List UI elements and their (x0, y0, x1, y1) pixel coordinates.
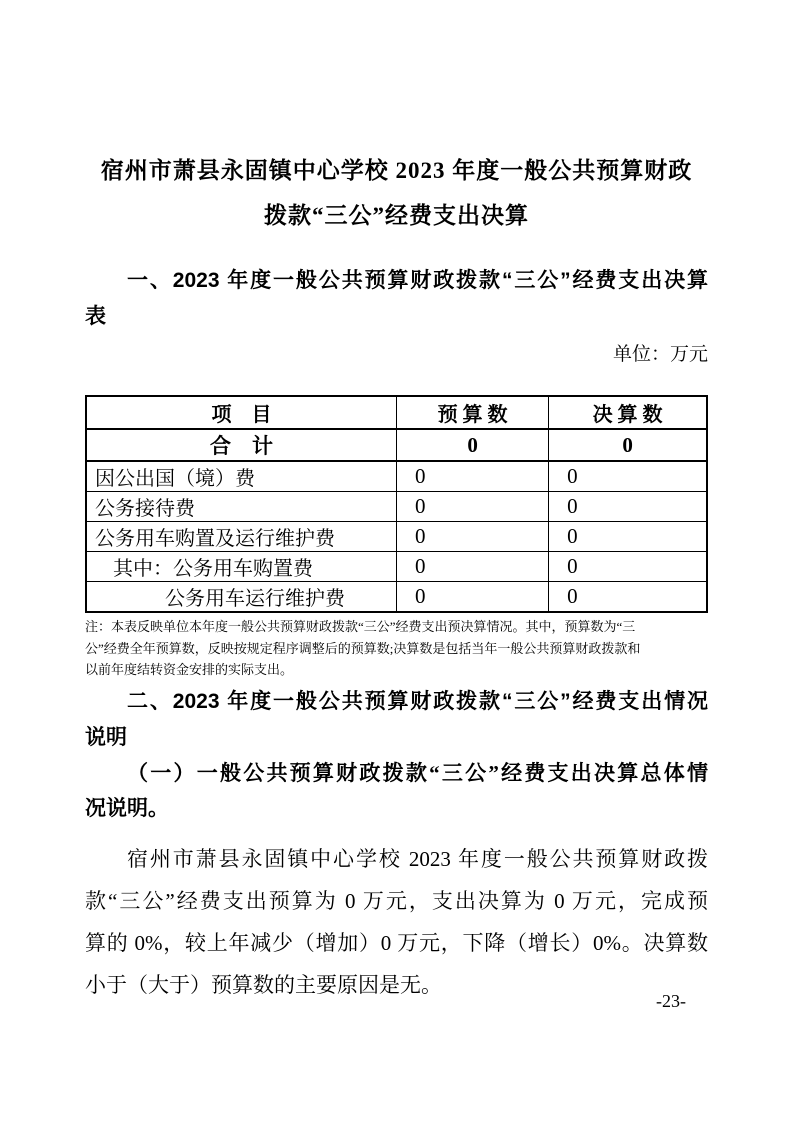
note-line: 公”经费全年预算数，反映按规定程序调整后的预算数;决算数是包括当年一般公共预算财政拨款和 (85, 640, 641, 656)
column-header-final: 决 算 数 (549, 396, 707, 429)
section2-subheading-line: 况说明。 (85, 795, 169, 820)
section1-heading-line: 一、2023 年度一般公共预算财政拨款“三公”经费支出决算 (127, 269, 708, 292)
title-line: 拨款“三公”经费支出决算 (264, 203, 529, 228)
document-title (85, 148, 708, 238)
row-final-value: 0 (549, 492, 707, 522)
total-row-final-value: 0 (549, 429, 707, 461)
note-line: 注：本表反映单位本年度一般公共预算财政拨款“三公”经费支出预决算情况。其中，预算数为“三 (85, 619, 636, 634)
row-budget-value: 0 (397, 461, 549, 492)
row-budget-value: 0 (397, 582, 549, 613)
page-number: -23- (656, 991, 686, 1011)
paragraph-line: 宿州市萧县永固镇中心学校 2023 年度一般公共预算财政拨 (127, 846, 708, 871)
title-line: 宿州市萧县永固镇中心学校 2023 年度一般公共预算财政 (100, 158, 693, 183)
row-label: 其中：公务用车购置费 (86, 552, 397, 582)
table-row (86, 552, 707, 582)
total-row-label: 合 计 (86, 429, 397, 461)
row-budget-value: 0 (397, 552, 549, 582)
row-label: 公务用车运行维护费 (86, 582, 397, 613)
section2-subheading (85, 756, 708, 826)
table-body (86, 429, 707, 612)
row-budget-value: 0 (397, 492, 549, 522)
total-row-budget-value: 0 (397, 429, 549, 461)
row-budget-value: 0 (397, 522, 549, 552)
table-note (85, 616, 708, 681)
paragraph-line: 款“三公”经费支出预算为 0 万元，支出决算为 0 万元，完成预 (85, 888, 708, 913)
row-final-value: 0 (549, 461, 707, 492)
row-final-value: 0 (549, 582, 707, 613)
note-line: 以前年度结转资金安排的实际支出。 (85, 662, 294, 677)
section1-heading-line: 表 (85, 305, 106, 328)
paragraph-line: 小于（大于）预算数的主要原因是无。 (85, 972, 442, 997)
table-row (86, 461, 707, 492)
row-final-value: 0 (549, 522, 707, 552)
row-label: 公务用车购置及运行维护费 (86, 522, 397, 552)
table-total-row (86, 429, 707, 461)
section2-heading-line: 说明 (85, 725, 127, 749)
section2-paragraph (85, 838, 708, 1006)
table-row (86, 582, 707, 613)
column-header-budget: 预 算 数 (397, 396, 549, 429)
section2-heading-line: 二、2023 年度一般公共预算财政拨款“三公”经费支出情况 (127, 689, 708, 713)
table-unit-label: 单位：万元 (612, 344, 708, 365)
column-header-item: 项 目 (86, 396, 397, 429)
section1-heading (85, 263, 708, 335)
row-final-value: 0 (549, 552, 707, 582)
paragraph-line: 算的 0%，较上年减少（增加）0 万元，下降（增长）0%。决算数 (85, 930, 708, 955)
row-label: 因公出国（境）费 (86, 461, 397, 492)
section2-heading (85, 684, 708, 756)
section2-subheading-line: （一）一般公共预算财政拨款“三公”经费支出决算总体情 (127, 760, 708, 785)
row-label: 公务接待费 (86, 492, 397, 522)
table-row (86, 492, 707, 522)
table-row (86, 522, 707, 552)
table-header-row (86, 396, 707, 429)
three-public-expense-table (85, 395, 708, 613)
document-content (0, 148, 793, 1006)
